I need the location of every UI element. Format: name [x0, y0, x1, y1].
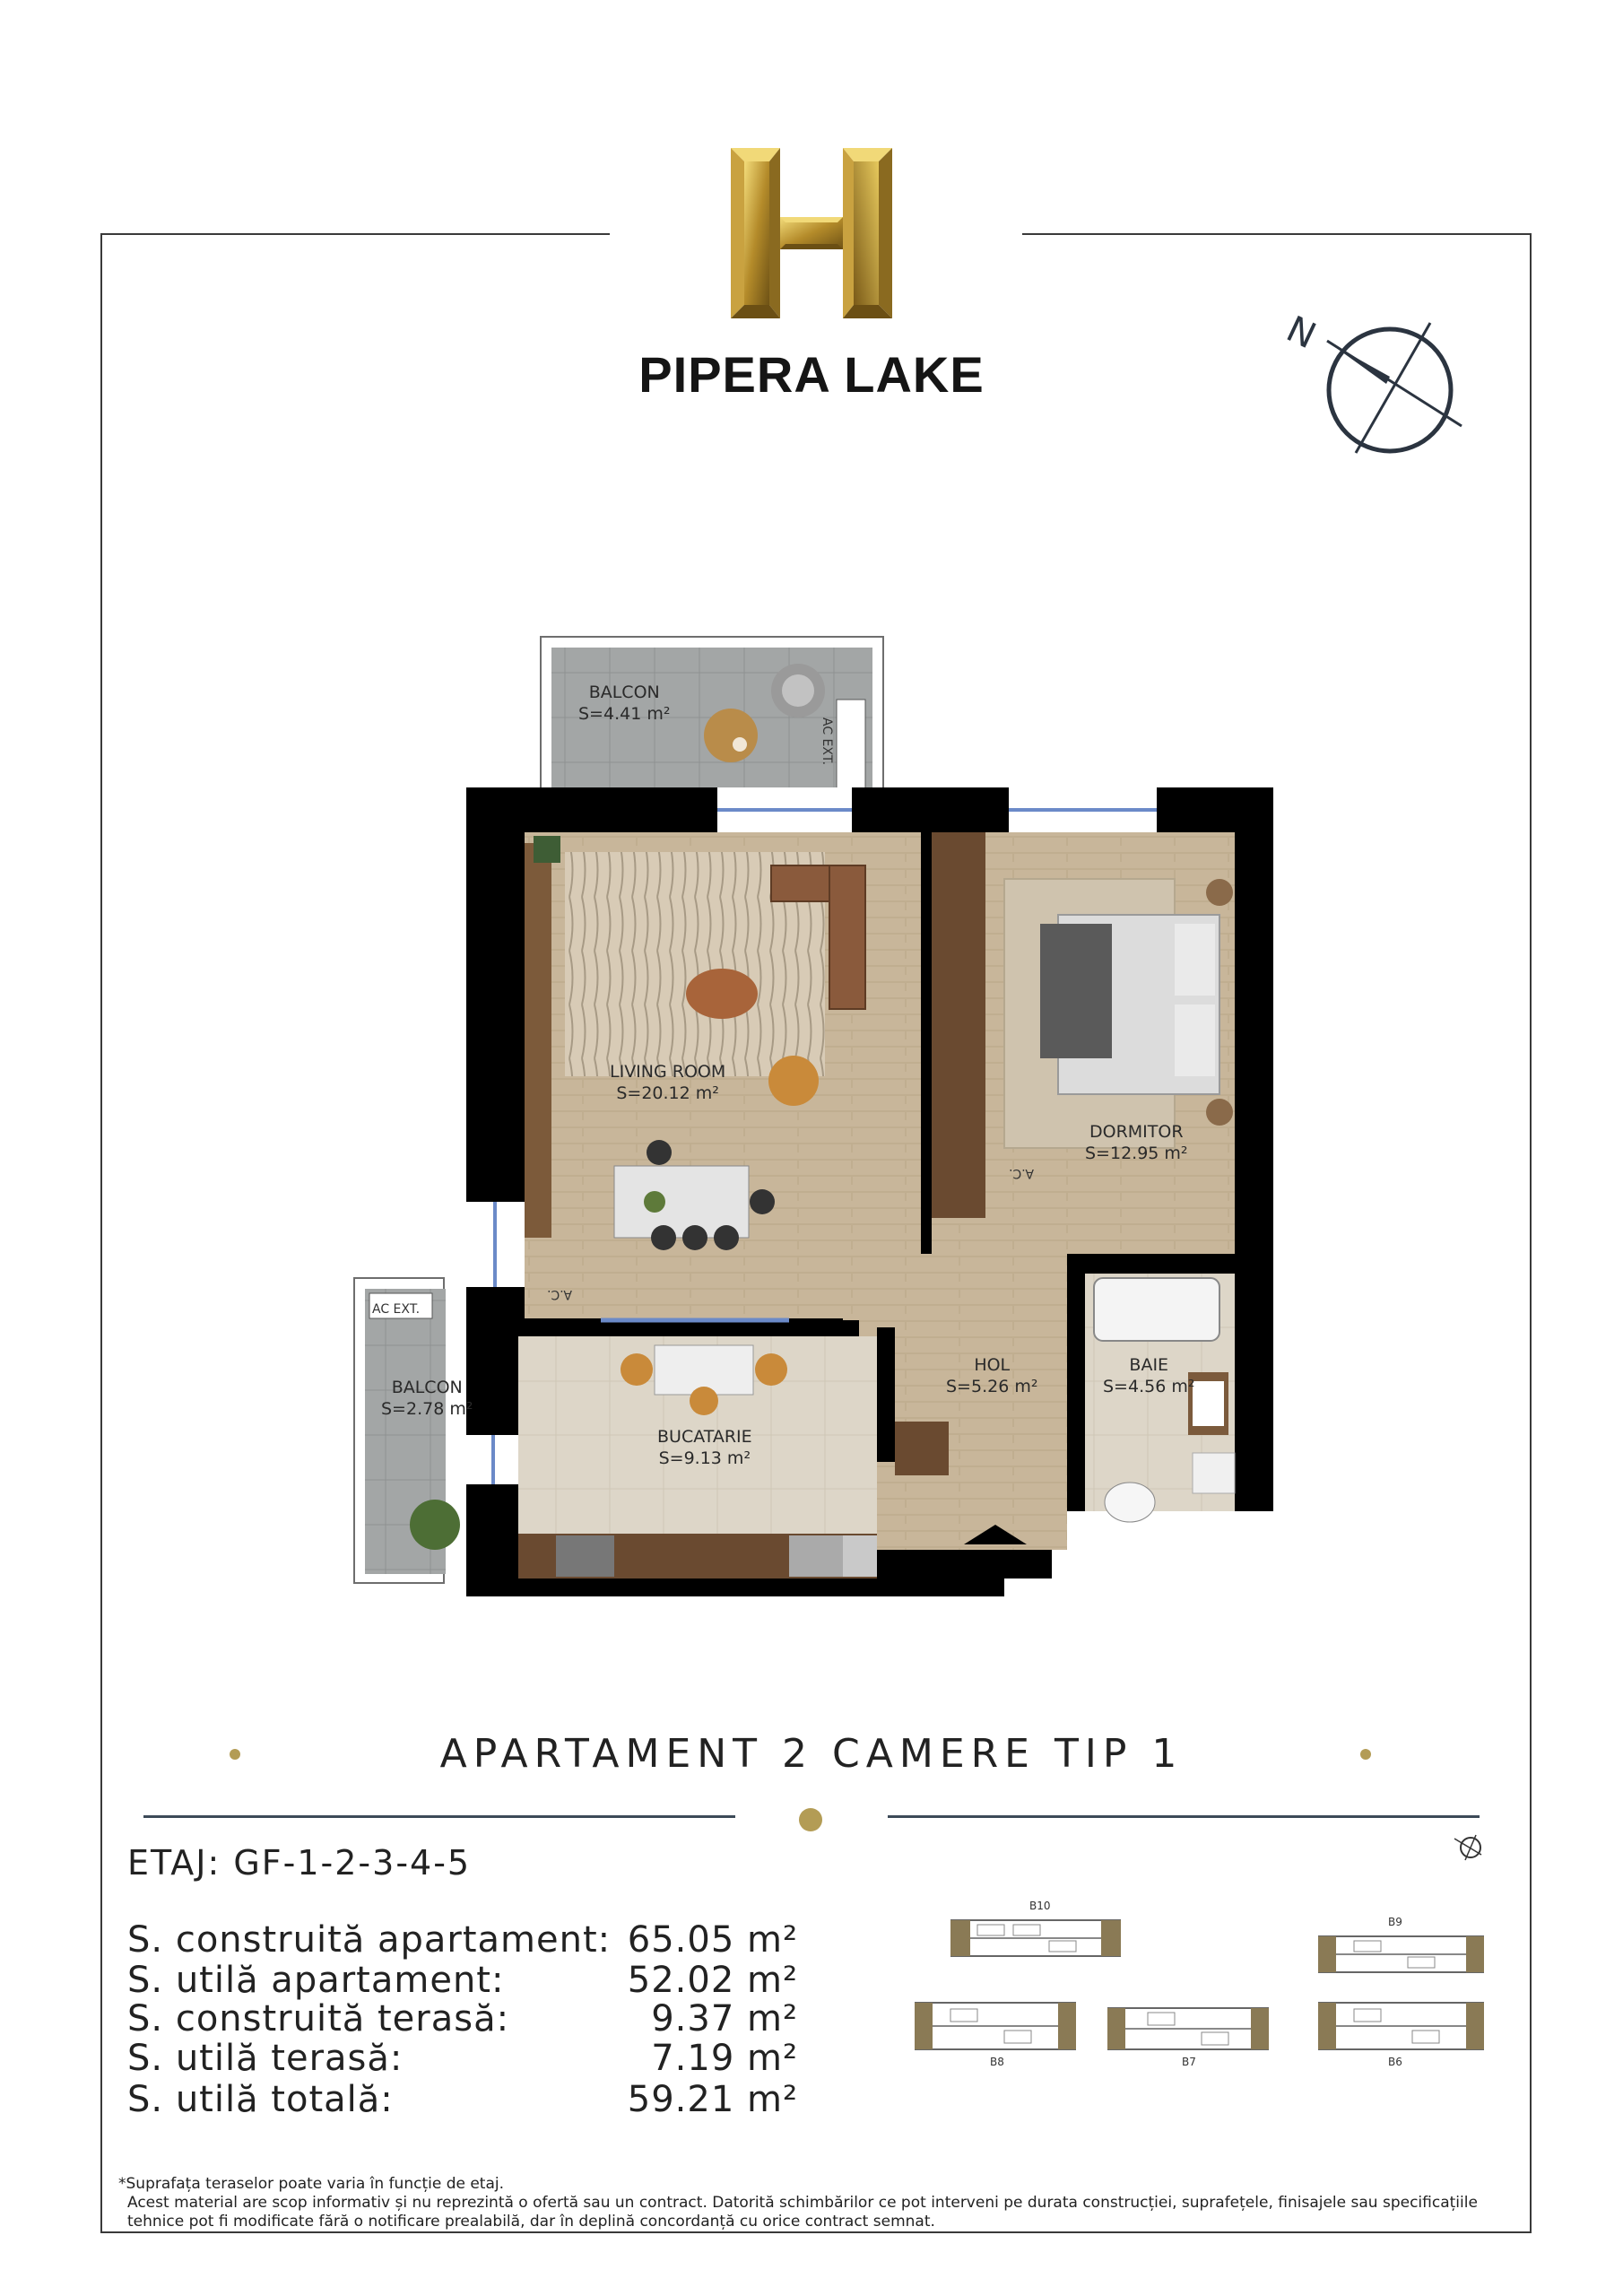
spec-value-3: 9.37 m²	[651, 1998, 798, 2039]
north-compass-icon	[1255, 305, 1480, 466]
gold-dot-center	[799, 1808, 822, 1831]
dormitor-name: DORMITOR	[1089, 1122, 1184, 1142]
spec-label-5: S. utilă totală:	[127, 2079, 394, 2120]
building-b9-label: B9	[1388, 1916, 1402, 1928]
ac-ext-top-label: AC EXT.	[820, 718, 834, 766]
building-b7	[1107, 2004, 1269, 2054]
bucatarie-label	[657, 1426, 752, 1469]
spec-label-1: S. construită apartament:	[127, 1919, 612, 1961]
compass-north-label: N	[1280, 309, 1323, 358]
living-room-area: S=20.12 m²	[616, 1083, 719, 1103]
hol-area: S=5.26 m²	[946, 1377, 1038, 1396]
balcon-top-label	[578, 682, 670, 725]
baie-area: S=4.56 m²	[1103, 1377, 1195, 1396]
divider-right	[888, 1815, 1480, 1818]
dormitor-area: S=12.95 m²	[1085, 1144, 1188, 1163]
spec-label-3: S. construită terasă:	[127, 1998, 510, 2039]
spec-value-5: 59.21 m²	[627, 2079, 798, 2120]
ac-ext-left-label: AC EXT.	[372, 1302, 421, 1317]
balcon-top-name: BALCON	[588, 683, 660, 702]
building-b8	[915, 1998, 1076, 2054]
spec-value-4: 7.19 m²	[651, 2038, 798, 2079]
building-b8-label: B8	[990, 2056, 1004, 2068]
spec-value-2: 52.02 m²	[627, 1960, 798, 2001]
spec-label-4: S. utilă terasă:	[127, 2038, 404, 2079]
building-b9	[1318, 1932, 1484, 1977]
brand-name: PIPERA LAKE	[638, 346, 985, 403]
divider-left	[143, 1815, 735, 1818]
dormitor-label	[1085, 1121, 1188, 1164]
building-b7-label: B7	[1182, 2056, 1196, 2068]
gold-dot-right	[1360, 1749, 1371, 1760]
site-plan	[897, 1892, 1506, 2117]
bucatarie-name: BUCATARIE	[657, 1427, 752, 1447]
footnote-disclaimer-2: tehnice pot fi modificate fără o notificare prealabilă, dar în deplină concordanță cu orice contract semnat.	[127, 2213, 935, 2231]
balcon-left-label	[381, 1377, 473, 1420]
baie-label	[1103, 1354, 1194, 1397]
hol-name: HOL	[974, 1355, 1011, 1375]
living-room-label	[610, 1061, 725, 1104]
balcony-furniture	[690, 650, 834, 776]
balcon-left-name: BALCON	[391, 1378, 463, 1397]
spec-label-2: S. utilă apartament:	[127, 1960, 505, 2001]
ac-bedroom-label: A.C.	[1009, 1166, 1035, 1180]
balcon-top-area: S=4.41 m²	[578, 704, 671, 724]
h-logo	[726, 144, 897, 323]
building-b10-label: B10	[1029, 1900, 1051, 1912]
building-b10	[950, 1916, 1121, 1961]
gold-dot-left	[230, 1749, 240, 1760]
spec-value-1: 65.05 m²	[627, 1919, 798, 1961]
balcon-left-area: S=2.78 m²	[381, 1399, 473, 1419]
living-room-name: LIVING ROOM	[610, 1062, 726, 1082]
bucatarie-area: S=9.13 m²	[658, 1448, 751, 1468]
etaj-label: ETAJ: GF-1-2-3-4-5	[127, 1843, 472, 1883]
footnote-terrace: *Suprafața teraselor poate varia în funcție de etaj.	[118, 2175, 505, 2193]
building-b6-label: B6	[1388, 2056, 1402, 2068]
small-compass-icon	[1444, 1828, 1488, 1864]
footnote-disclaimer-1: Acest material are scop informativ și nu reprezintă o ofertă sau un contract. Datorită schimbărilor ce pot interveni pe durata construcției, suprafețele, finisajele sau specificațiile	[127, 2194, 1478, 2212]
baie-name: BAIE	[1129, 1355, 1169, 1375]
ac-living-label: A.C.	[547, 1287, 573, 1301]
building-b6	[1318, 1998, 1484, 2054]
hol-label	[946, 1354, 1037, 1397]
apartment-title: APARTAMENT 2 CAMERE TIP 1	[439, 1731, 1184, 1777]
